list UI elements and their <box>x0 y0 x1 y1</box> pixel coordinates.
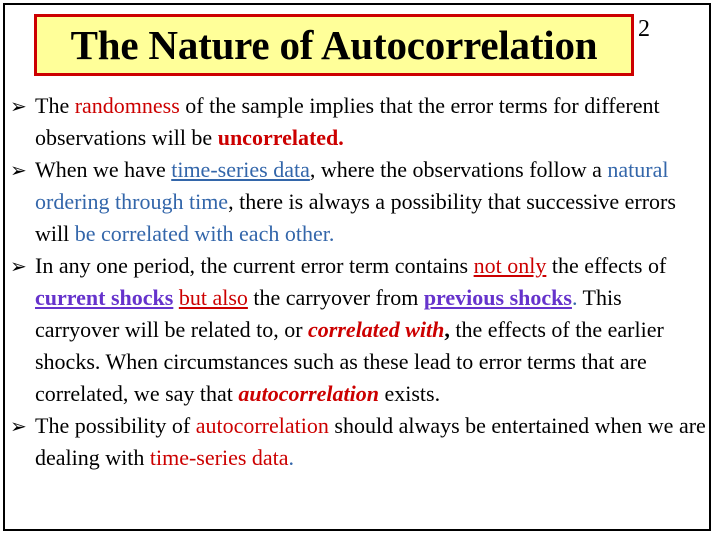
arrow-bullet-icon: ➢ <box>10 414 27 438</box>
bullet-text-segment: uncorrelated. <box>217 125 344 150</box>
title-box <box>34 14 634 76</box>
bullet-text-segment: correlated with <box>308 317 445 342</box>
bullet-text-segment: not only <box>473 253 547 278</box>
bullet-text-segment: , where the observations follow a <box>309 157 608 182</box>
bullet-text-segment: current shocks <box>35 285 174 310</box>
bullet-text-segment: the effects of the earlier shocks. When circumstances such as these lead to error terms that are correlated, we say that <box>35 317 664 406</box>
bullet-text-segment: time-series data <box>171 157 310 182</box>
bullet-item <box>10 410 710 474</box>
slide-title: The Nature of Autocorrelation <box>70 22 598 68</box>
bullet-text-segment: but also <box>178 285 248 310</box>
bullet-text-segment: When we have <box>35 157 172 182</box>
arrow-bullet-icon: ➢ <box>10 94 27 118</box>
bullet-text-segment: should always be entertained when we are dealing with <box>35 413 706 470</box>
bullet-text-segment: previous shocks <box>423 285 572 310</box>
bullet-text-segment: . <box>571 285 578 310</box>
bullet-text-segment: randomness <box>74 93 180 118</box>
bullet-text-segment: autocorrelation <box>238 381 379 406</box>
bullet-text-segment: be correlated with each other. <box>74 221 335 246</box>
bullet-text-segment: This carryover will be related to, or <box>35 285 622 342</box>
arrow-bullet-icon: ➢ <box>10 158 27 182</box>
bullet-text-segment: exists. <box>378 381 441 406</box>
arrow-bullet-icon: ➢ <box>10 254 27 278</box>
bullet-text-segment: The possibility of <box>35 413 196 438</box>
bullet-text-segment: , there is always a possibility that successive errors will <box>35 189 676 246</box>
bullet-text-segment: the effects of <box>546 253 667 278</box>
bullet-text-segment: , <box>444 317 450 342</box>
bullet-text-segment: time-series data <box>149 445 289 470</box>
bullet-text-segment: . <box>288 445 295 470</box>
bullet-text-segment: In any one period, the current error term contains <box>35 253 474 278</box>
bullet-text-segment: autocorrelation <box>195 413 329 438</box>
bullet-text-segment: The <box>35 93 75 118</box>
bullet-text-segment: the carryover from <box>247 285 424 310</box>
bullet-text-segment: natural ordering through time <box>35 157 669 214</box>
bullet-text-segment: of the sample implies that the error terms for different observations will be <box>35 93 660 150</box>
bullet-item <box>10 154 710 250</box>
bullet-item <box>10 90 710 154</box>
bullet-item <box>10 250 710 410</box>
bullet-list <box>10 90 710 474</box>
slide-number: 2 <box>638 16 650 42</box>
